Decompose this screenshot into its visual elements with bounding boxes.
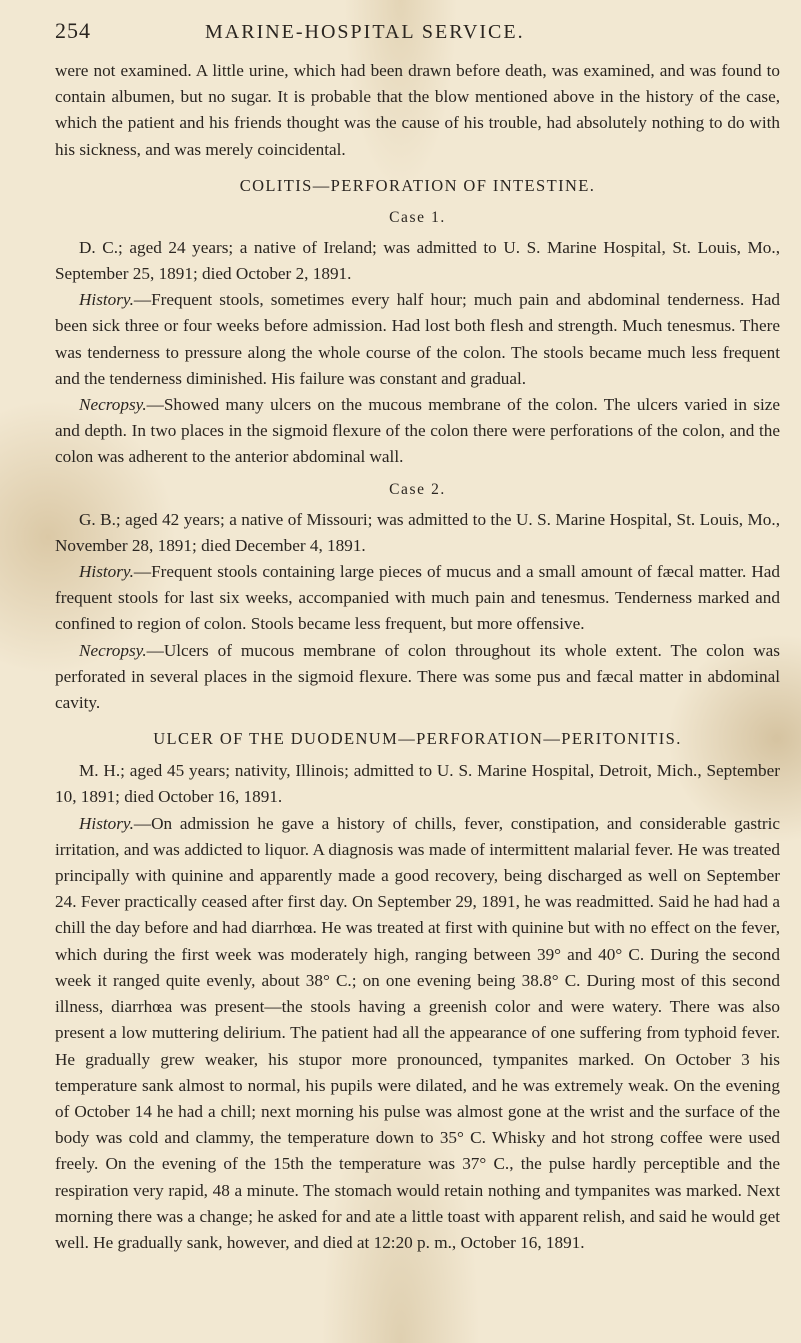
case2-history-text: —Frequent stools containing large pieces of mucus and a small amount of fæcal matter. Had frequent stools for last six weeks, accompanied with much pain and tenesmus. Tenderness marked and confined to region of colon. Stools became less frequent, but more offensive.: [55, 562, 780, 634]
section-heading-duodenum: ULCER OF THE DUODENUM—PERFORATION—PERITONITIS.: [153, 729, 682, 749]
case1-intro: D. C.; aged 24 years; a native of Ireland; was admitted to U. S. Marine Hospital, St. Louis, Mo., September 25, 1891; died October 2, 1891.: [55, 237, 780, 284]
case1-history: [55, 287, 780, 392]
running-title: MARINE-HOSPITAL SERVICE.: [205, 21, 525, 43]
case-heading-2: Case 2.: [389, 480, 446, 498]
duodenum-history-text: —On admission he gave a history of chills, fever, constipation, and considerable gastric irritation, and was addicted to liquor. A diagnosis was made of intermittent malarial fever. He was treated principally with quinine and apparently made a good recovery, being discharged as well on September 24. Fever practically ceased after first day. On September 29, 1891, he was readmitted. Said he had had a chill the day before and had diarrhœa. He was treated at first with quinine but with no effect on the fever, which during the first week was moderately high, ranging between 39° and 40° C. During the second week it ranged quite evenly, about 38° C.; on one evening being 38.8° C. During most of this second illness, diarrhœa was present—the stools having a greenish color and were watery. There was also present a low muttering delirium. The patient had all the appearance of one suffering from typhoid fever. He gradually grew weaker, his stupor more pronounced, tympanites marked. On October 3 his temperature sank almost to normal, his pupils were dilated, and he was extremely weak. On the evening of October 14 he had a chill; next morning his pulse was almost gone at the wrist and the surface of the body was cold and clammy, the temperature down to 35° C. Whisky and hot strong coffee were used freely. On the evening of the 15th the temperature was 37° C., the pulse hardly perceptible and the respiration very rapid, 48 a minute. The stomach would retain nothing and tympanites was marked. Next morning there was a change; he asked for and ate a little toast with apparent relish, and said he would get well. He gradually sank, however, and died at 12:20 p. m., October 16, 1891.: [55, 813, 780, 1252]
case2-intro: G. B.; aged 42 years; a native of Missouri; was admitted to the U. S. Marine Hospital, St. Louis, Mo., November 28, 1891; died December 4, 1891.: [55, 509, 780, 555]
case1-necropsy-text: —Showed many ulcers on the mucous membrane of the colon. The ulcers varied in size and depth. In two places in the sigmoid flexure of the colon there were perforations of the colon, and the colon was adherent to the anterior abdominal wall.: [55, 395, 780, 467]
case2-necropsy-text: —Ulcers of mucous membrane of colon throughout its whole extent. The colon was perforated in several places in the sigmoid flexure. There was some pus and fæcal matter in abdominal cavity.: [55, 640, 780, 713]
case2-history: [55, 559, 780, 638]
case2-necropsy-label: Necropsy.: [79, 640, 147, 660]
case1-history-label: History.: [79, 290, 134, 310]
duodenum-history-label: History.: [79, 813, 134, 833]
case1-necropsy-label: Necropsy.: [79, 395, 147, 415]
case2-necropsy: [55, 638, 780, 717]
case1-history-text: —Frequent stools, sometimes every half hour; much pain and abdominal tenderness. Had been sick three or four weeks before admission. Had lost both flesh and strength. Much tenesmus. There was tenderness to pressure along the whole course of the colon. The stools became much less frequent and the tenderness diminished. His failure was constant and gradual.: [55, 290, 780, 388]
intro-paragraph: were not examined. A little urine, which had been drawn before death, was examined, and was found to contain albumen, but no sugar. It is probable that the blow mentioned above in the history of the case, which the patient and his friends thought was the cause of his trouble, had absolutely nothing to do with his sickness, and was merely coincidental.: [55, 61, 780, 159]
duodenum-history: [55, 811, 780, 1256]
case1-necropsy: [55, 392, 780, 471]
document-page: [55, 18, 780, 1256]
running-head: [55, 18, 780, 58]
case-heading-1: Case 1.: [389, 208, 446, 226]
duodenum-intro: M. H.; aged 45 years; nativity, Illinois; admitted to U. S. Marine Hospital, Detroit, Mich., September 10, 1891; died October 16, 1891.: [55, 761, 780, 807]
section-heading-colitis: COLITIS—PERFORATION OF INTESTINE.: [239, 175, 596, 195]
page-number: 254: [55, 18, 91, 43]
case2-history-label: History.: [79, 562, 134, 582]
